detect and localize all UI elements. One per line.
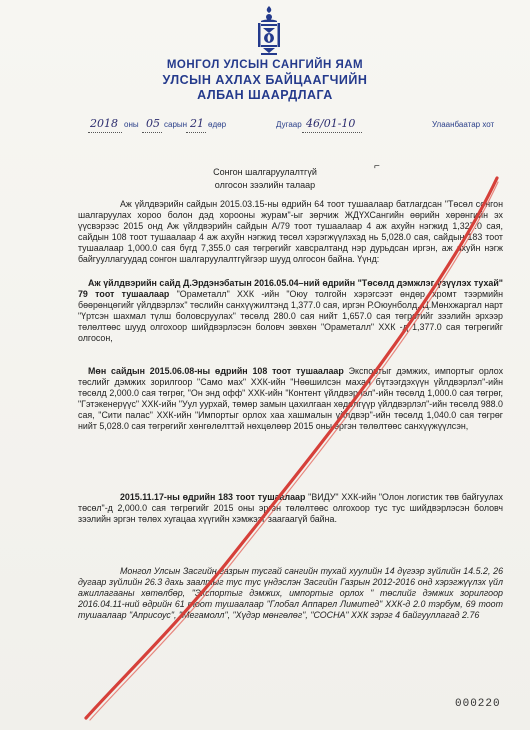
corner-mark: ⌐: [374, 161, 380, 172]
paragraph-4-body: "ВИДУ" ХХК-ийн "Олон логистик төв байгуулах төсөл"-д 2,000.0 сая төгрөгийг 2015 оны эргэн төлөлтөөс олгохоор тус тус шийдвэрлэсэн боловч зээлийн эргэн төлөх хугацаа хүүгийн хэмжээг заагаагүй байна.: [78, 492, 503, 525]
date-year: 2018: [90, 117, 118, 130]
paragraph-3-body: Экспортыг дэмжих, импортыг орлох төслийг дэмжих зорилгоор "Само мах" ХХК-ийн "Нөөшилсэн махан бүтээгдэхүүн үйлдвэрлэл"-ийн төсөлд 2,000.0 сая төгрөг, "Он энд офф" ХХК-ийн "Контент үйлдвэрлэл"-ийн төсөлд 1,000.0 сая төгрөг, "Гэтэкенерүүс" ХХК-ийн "Уул уурхай, төмөр замын цахилгаан хөдөлгүүр үйлдвэрлэл"-ийн төсөлд 988.0 сая, "Сити палас" ХХК-ийн "Импортыг орлох хаа хашмалын үйлдвэр"-ийн төсөлд 1,040.0 сая төгрөг нийт 5,028.0 сая төгрөгийг хөнгөлөлттэй нөхцөлөөр 2015 оны эргэн төлөлтөөс санхүүжүүлсэн,: [78, 366, 504, 432]
date-day: 21: [190, 117, 204, 130]
paragraph-2-body: "Ораметалл" ХХК -ийн "Оюу толгойн хэрэгсээт өндөр хромт тээрмийн бөөрөнцөгийг үйлдвэрлэх" төслийн санхүүжилтэнд 1,377.0 сая, иргэн Р.Оюунболд, Ц.Мөнхжаргал нарт "Үртсэн шахмал түлш боловсруулах" төсөлд 280.0 сая нийт 1,657.0 сая төгрөгийг зээлийн эрхээр төлөлтөөс шууд олгохоор шийдвэрлэсэн боловч зөвхөн "Ораметалл" ХХК -д 1,377.0 сая төгрөгийг олгосон,: [78, 289, 503, 344]
paragraph-5: Монгол Улсын Засгийн газрын тусгай сангийн тухай хуулийн 14 дүгээр зүйлийн 14.5.2, 26 дугаар зүйлийн 26.3 дахь заалтыг тус тус үндэслэн Засгийн Газрын 2012-2016 онд хэрэгжүүлэх үйл ажиллагааны хөтөлбөр, "Экспортыг дэмжих, импортыг орлох " төслийг дэмжих зорилгоор 2016.04.11-ний өдрийн 61 тоот тушаалаар "Глобал Аппарел Лимитед" ХХК-д 2.0 тэрбум, 69 тоот тушаалаар "Априсоус", "Мегамолл", "Хүдэр мөнгөлөг", "СОСНА" ХХК зэрэг 4 байгууллагад 2.76: [78, 566, 503, 621]
document-number: 46/01-10: [306, 117, 356, 130]
subject-line-1: Сонгон шалгаруулалтгүй: [213, 167, 317, 177]
day-suffix: өдөр: [208, 120, 227, 129]
month-suffix: сарын: [164, 120, 188, 129]
city-label: Улаанбаатар хот: [432, 120, 495, 129]
page-stamp-number: 000220: [455, 698, 501, 710]
paragraph-1: Аж үйлдвэрийн сайдын 2015.03.15-ны өдрийн 64 тоот тушаалаар батлагдсан "Төсөл сонгон шалгаруулах хороо болон дэд хорооны журам"-ыг зөрчиж ЖДҮХСангийн өөрийн хөрөнгийн эх үүсвэрээс 2015 онд Аж үйлдвэрийн сайдын А/79 тоот тушаалаар 4 аж ахуйн нэгжид 1,327.0 сая, сайдын 108 тоот тушаалаар 4 аж ахуйн нэгжид төсөл хэрэгжүүлэхэд нь 5,028.0 сая, сайдын 183 тоот тушаалаар 1,000.0 сая бүгд 7,355.0 сая төгрөгийг хавсралтанд нэр дурьдсан иргэн, аж ахуйн нэгж байгууллагуудад сонгон шалгаруулалтгүйгээр шууд олгосон байна. Үүнд:: [78, 199, 503, 265]
number-label: Дугаар: [276, 120, 302, 129]
paragraph-3-lead: Мөн сайдын 2015.06.08-ны өдрийн 108 тоот тушаалаар: [88, 366, 344, 376]
paragraph-2-lead: Аж үйлдвэрийн сайд Д.Эрдэнэбатын 2016.05.04–ний өдрийн "Төсөлд дэмжлэг үзүүлэх тухай" 79 тоот тушаалаар: [78, 278, 503, 300]
paragraph-4-lead: 2015.11.17-ны өдрийн 183 тоот тушаалаар: [120, 492, 306, 502]
office-name: УЛСЫН АХЛАХ БАЙЦААГЧИЙН: [162, 73, 368, 87]
document-type: АЛБАН ШААРДЛАГА: [197, 88, 333, 102]
date-month: 05: [146, 117, 160, 130]
year-suffix: оны: [124, 120, 139, 129]
subject-line-2: олгосон зээлийн талаар: [214, 180, 316, 190]
ministry-name: МОНГОЛ УЛСЫН САНГИЙН ЯАМ: [166, 59, 364, 71]
